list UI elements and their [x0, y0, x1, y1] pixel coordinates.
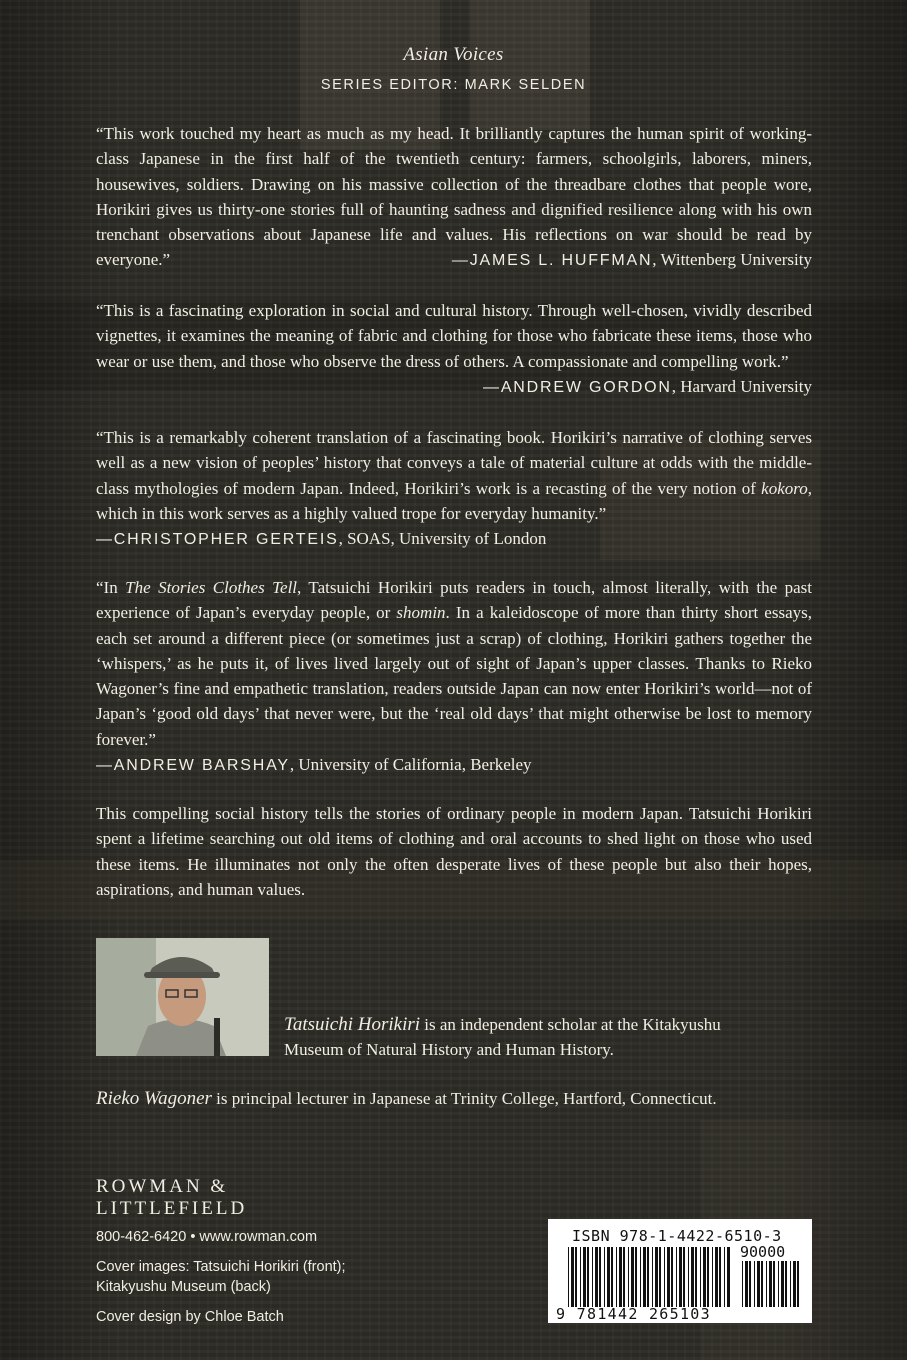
- publisher-contact: 800-462-6420 • www.rowman.com: [96, 1229, 318, 1245]
- blurb-author: —ANDREW GORDON: [483, 378, 672, 396]
- author-photo: [96, 938, 269, 1056]
- author-bio: [284, 1012, 814, 1062]
- blurb-affiliation: , Harvard University: [671, 376, 812, 396]
- blurb-gerteis: [96, 425, 812, 552]
- blurb-affiliation: , SOAS, University of London: [338, 529, 547, 549]
- blurb-text: “This is a fascinating exploration in social and cultural history. Through well-chosen, vividly described vignettes, it examines the meaning of fabric and clothing for those who fabricate these items, those who wear or use them, and those who observe the dress of others. A compassionate and compelling work.”: [96, 301, 812, 371]
- blurb-text: “This work touched my heart as much as my head. It brilliantly captures the human spirit of working-class Japanese in the first half of the twentieth century: farmers, schoolgirls, laborers, miners, housewives, soldiers. Drawing on his massive collection of the threadbare clothes that people wore, Horikiri gives us thirty-one stories full of haunting sadness and dignified resilience along with his own trenchant observations about Japanese life and values. His reflections on war should be read by everyone.”: [96, 124, 812, 270]
- publisher-logo: [96, 1176, 247, 1220]
- blurb-author: —CHRISTOPHER GERTEIS: [96, 531, 339, 549]
- publisher-line2: LITTLEFIELD: [96, 1198, 248, 1219]
- ean-number: 9 781442 265103: [556, 1305, 711, 1323]
- cover-credit-line1: Cover images: Tatsuichi Horikiri (front);: [96, 1259, 346, 1275]
- blurb-italic-term: kokoro: [761, 478, 808, 498]
- blurb-italic-term: shomin: [396, 603, 446, 623]
- blurb-affiliation: , Wittenberg University: [652, 250, 812, 270]
- book-description: This compelling social history tells the stories of ordinary people in modern Japan. Tatsuichi Horikiri spent a lifetime searching out old items of clothing and oral accounts to shed light on those who used these items. He illuminates not only the often desperate lives of these people but also their hopes, aspirations, and human values.: [96, 804, 812, 899]
- price-barcode-bars: [742, 1261, 802, 1307]
- author-bio-line2: Museum of Natural History and Human History.: [284, 1040, 614, 1059]
- cover-design-credit: Cover design by Chloe Batch: [96, 1309, 284, 1325]
- blurb-affiliation: , University of California, Berkeley: [289, 755, 532, 775]
- barcode-bars: [568, 1247, 730, 1307]
- translator-name: Rieko Wagoner: [96, 1088, 212, 1109]
- blurb-huffman: [96, 121, 812, 274]
- author-name: Tatsuichi Horikiri: [284, 1014, 421, 1035]
- blurb-author: —ANDREW BARSHAY: [96, 757, 290, 775]
- blurb-text-after: , which in this work serves as a highly valued trope for everyday humanity.”: [96, 478, 812, 523]
- blurb-barshay: [96, 575, 812, 778]
- blurb-text-end: . In a kaleidoscope of more than thirty short essays, each set around a different piece (or sometimes just a scrap) of clothing, Horikiri gathers together the ‘whispers,’ as he puts it, of lives lived largely out of sight of Japan’s upper classes. Thanks to Rieko Wagoner’s fine and empathetic translation, readers outside Japan can now enter Horikiri’s world—not of Japan’s ‘good old days’ that never were, but the ‘real old days’ that might otherwise be lost to memory forever.”: [96, 603, 812, 749]
- series-name: Asian Voices: [403, 44, 504, 65]
- blurb-author: —JAMES L. HUFFMAN: [451, 252, 653, 270]
- cover-credit-line2: Kitakyushu Museum (back): [96, 1279, 271, 1295]
- blurb-book-title: The Stories Clothes Tell: [125, 578, 298, 597]
- translator-bio: [96, 1086, 816, 1111]
- translator-bio-text: is principal lecturer in Japanese at Trinity College, Hartford, Connecticut.: [211, 1089, 717, 1108]
- blurb-gordon: [96, 298, 812, 400]
- blurb-text-before: “This is a remarkably coherent translation of a fascinating book. Horikiri’s narrative of clothing serves well as a new vision of peoples’ history that conveys a tale of material culture at odds with the middle-class mythologies of modern Japan. Indeed, Horikiri’s work is a recasting of the very notion of: [96, 428, 812, 498]
- publisher-line1: ROWMAN &: [96, 1176, 229, 1197]
- series-editor: SERIES EDITOR: MARK SELDEN: [320, 77, 587, 93]
- blurb-text-start: “In: [96, 578, 126, 597]
- isbn-barcode: [548, 1219, 812, 1323]
- price-code: 90000: [740, 1243, 786, 1261]
- isbn-number: ISBN 978-1-4422-6510-3: [572, 1227, 782, 1245]
- blurb-text-mid: , Tatsuichi Horikiri puts readers in touch, almost literally, with the past experience of Japan’s everyday people, or: [96, 578, 812, 623]
- author-bio-line1: is an independent scholar at the Kitakyushu: [420, 1015, 721, 1034]
